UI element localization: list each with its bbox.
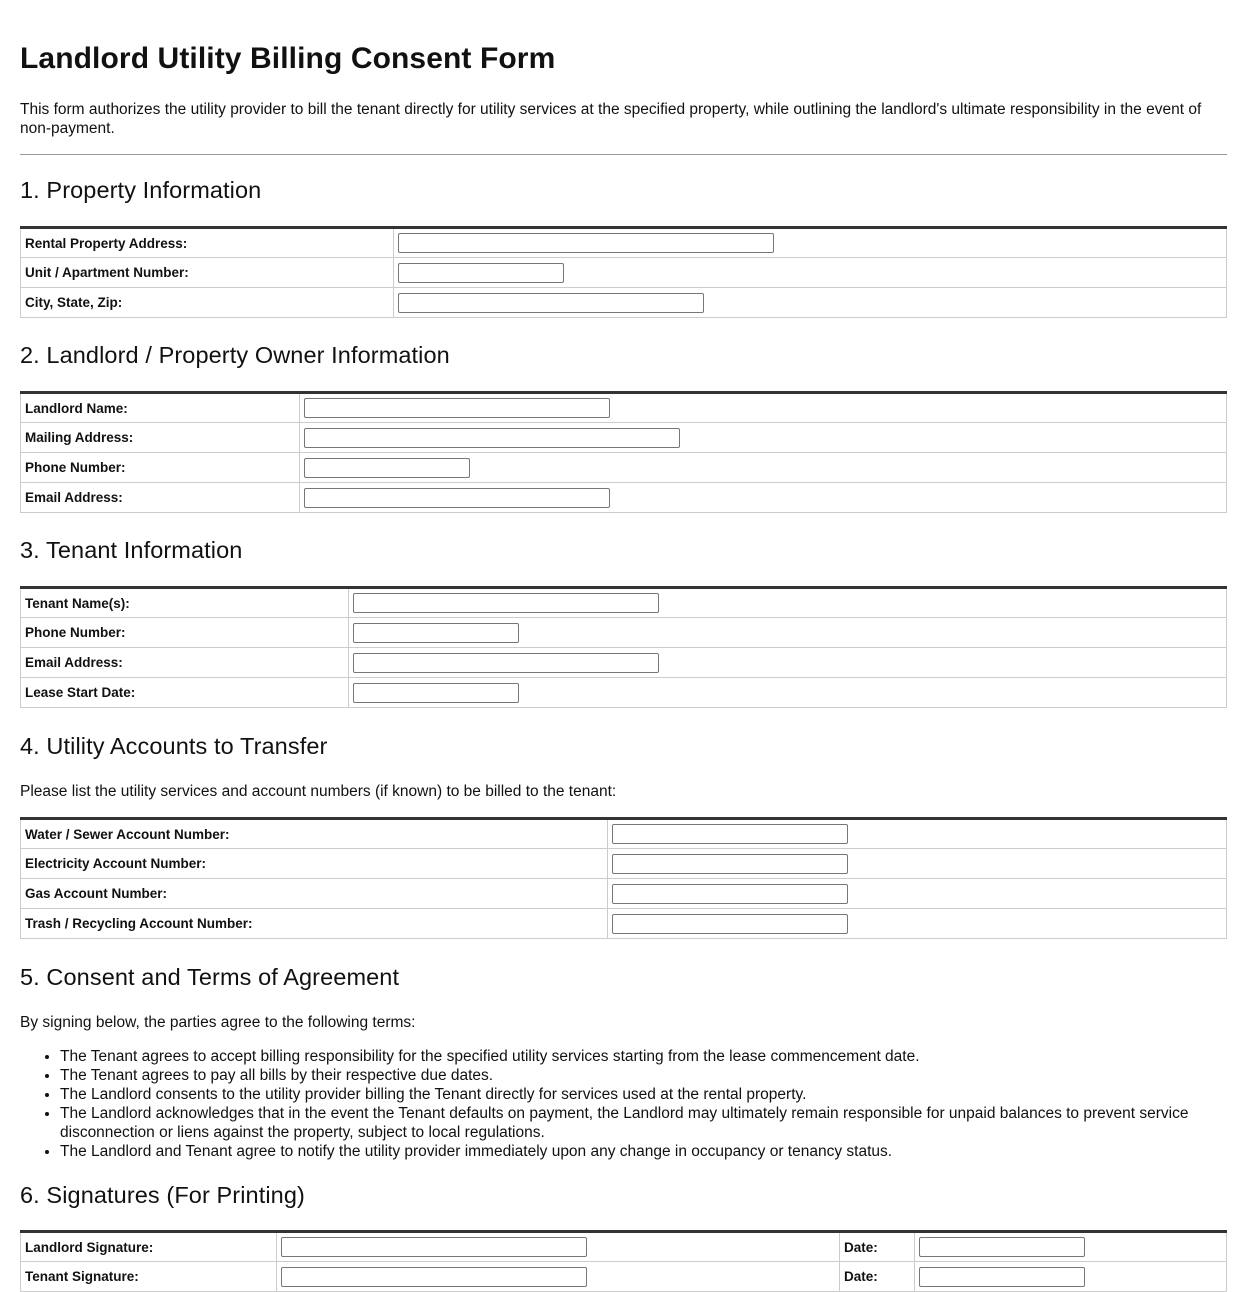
terms-list — [20, 1047, 1227, 1161]
tenant-phone-label: Phone Number: — [21, 618, 349, 648]
divider — [20, 154, 1227, 155]
tenant-signature-label: Tenant Signature: — [21, 1262, 277, 1292]
consent-lead: By signing below, the parties agree to the following terms: — [20, 1014, 416, 1031]
table-row — [21, 258, 1227, 288]
table-row — [21, 618, 1227, 648]
list-item: • The Landlord consents to the utility provider billing the Tenant directly for services used at the rental property. — [60, 1085, 1227, 1104]
table-row — [21, 909, 1227, 939]
table-row — [21, 819, 1227, 849]
table-row — [21, 1232, 1227, 1262]
section-heading-property: 1. Property Information — [20, 177, 262, 203]
mailing-address-field[interactable] — [304, 428, 680, 448]
list-item: • The Tenant agrees to accept billing responsibility for the specified utility services starting from the lease commencement date. — [60, 1047, 1227, 1066]
table-row — [21, 228, 1227, 258]
table-row — [21, 678, 1227, 708]
list-item: • The Tenant agrees to pay all bills by their respective due dates. — [60, 1066, 1227, 1085]
table-row — [21, 849, 1227, 879]
table-row — [21, 393, 1227, 423]
tenant-names-field[interactable] — [353, 593, 659, 613]
tenant-names-label: Tenant Name(s): — [21, 588, 349, 618]
rental-address-field[interactable] — [398, 233, 774, 253]
table-row — [21, 879, 1227, 909]
table-row — [21, 483, 1227, 513]
gas-account-field[interactable] — [612, 884, 848, 904]
landlord-signature-label: Landlord Signature: — [21, 1232, 277, 1262]
trash-account-field[interactable] — [612, 914, 848, 934]
landlord-email-label: Email Address: — [21, 483, 300, 513]
table-row — [21, 648, 1227, 678]
section-heading-landlord: 2. Landlord / Property Owner Information — [20, 342, 450, 368]
water-account-label: Water / Sewer Account Number: — [21, 819, 608, 849]
landlord-name-field[interactable] — [304, 398, 610, 418]
tenant-phone-field[interactable] — [353, 623, 519, 643]
landlord-info-table — [20, 391, 1227, 513]
unit-number-field[interactable] — [398, 263, 564, 283]
table-row — [21, 588, 1227, 618]
water-account-field[interactable] — [612, 824, 848, 844]
tenant-email-field[interactable] — [353, 653, 659, 673]
form-title: Landlord Utility Billing Consent Form — [20, 42, 556, 75]
tenant-info-table — [20, 586, 1227, 708]
section-heading-tenant: 3. Tenant Information — [20, 537, 243, 563]
section-heading-consent: 5. Consent and Terms of Agreement — [20, 964, 400, 990]
trash-account-label: Trash / Recycling Account Number: — [21, 909, 608, 939]
landlord-phone-field[interactable] — [304, 458, 470, 478]
unit-number-label: Unit / Apartment Number: — [21, 258, 394, 288]
tenant-signature-field[interactable] — [281, 1267, 587, 1287]
signatures-table — [20, 1230, 1227, 1292]
landlord-email-field[interactable] — [304, 488, 610, 508]
property-info-table — [20, 226, 1227, 318]
rental-address-label: Rental Property Address: — [21, 228, 394, 258]
city-state-zip-field[interactable] — [398, 293, 704, 313]
table-row — [21, 423, 1227, 453]
electricity-account-field[interactable] — [612, 854, 848, 874]
city-state-zip-label: City, State, Zip: — [21, 288, 394, 318]
list-item: • The Landlord and Tenant agree to notify the utility provider immediately upon any change in occupancy or tenancy status. — [60, 1142, 1227, 1161]
table-row — [21, 453, 1227, 483]
lease-start-label: Lease Start Date: — [21, 678, 349, 708]
table-row — [21, 1262, 1227, 1292]
form-intro: This form authorizes the utility provider to bill the tenant directly for utility services at the specified property, while outlining the landlord's ultimate responsibility in the event of non-payment. — [20, 101, 1202, 137]
section-heading-utilities: 4. Utility Accounts to Transfer — [20, 733, 328, 759]
tenant-date-field[interactable] — [919, 1267, 1085, 1287]
utilities-lead: Please list the utility services and account numbers (if known) to be billed to the tenant: — [20, 783, 617, 800]
landlord-name-label: Landlord Name: — [21, 393, 300, 423]
landlord-date-label: Date: — [840, 1232, 915, 1262]
landlord-phone-label: Phone Number: — [21, 453, 300, 483]
table-row — [21, 288, 1227, 318]
section-heading-signatures: 6. Signatures (For Printing) — [20, 1182, 305, 1208]
lease-start-field[interactable] — [353, 683, 519, 703]
list-item: • The Landlord acknowledges that in the event the Tenant defaults on payment, the Landlord may ultimately remain responsible for unpaid balances to prevent service disconnection or liens against the property, subject to local regulations. — [60, 1104, 1227, 1142]
tenant-date-label: Date: — [840, 1262, 915, 1292]
landlord-signature-field[interactable] — [281, 1237, 587, 1257]
electricity-account-label: Electricity Account Number: — [21, 849, 608, 879]
tenant-email-label: Email Address: — [21, 648, 349, 678]
utility-accounts-table — [20, 817, 1227, 939]
gas-account-label: Gas Account Number: — [21, 879, 608, 909]
mailing-address-label: Mailing Address: — [21, 423, 300, 453]
landlord-date-field[interactable] — [919, 1237, 1085, 1257]
